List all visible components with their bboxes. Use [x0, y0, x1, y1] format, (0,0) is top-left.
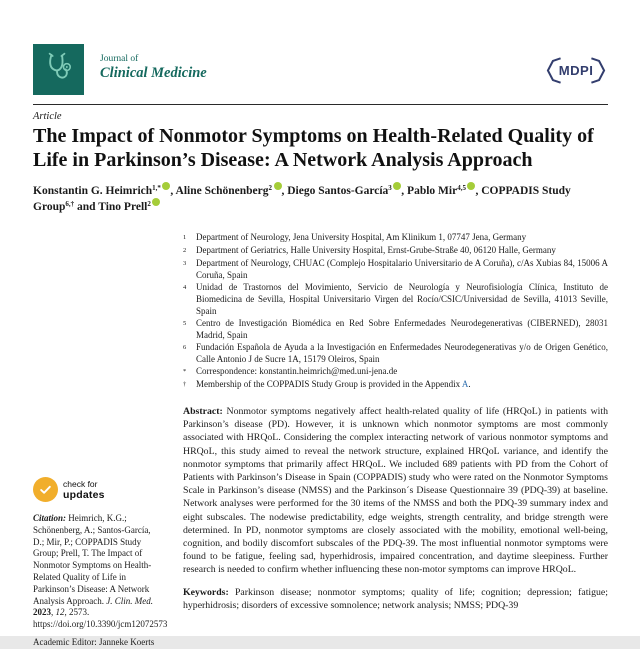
author: [287, 185, 407, 197]
affiliation-text: Department of Neurology, CHUAC (Complejo Hospitalario Universitario de A Coruña), c/As Xubias 84, 15006 A Coruña, Spain: [196, 258, 608, 280]
keywords-text: Parkinson disease; nonmotor symptoms; quality of life; cognition; depression; fatigue; hyperhidrosis; disorders of excessive somnolence; network analysis; NMSS; PDQ-39: [183, 586, 609, 611]
author: [33, 185, 176, 197]
check-circle-icon: [33, 477, 58, 502]
author-separator: ,: [281, 185, 288, 197]
citation-year: 2023: [33, 607, 51, 618]
author-name: Diego Santos-García: [287, 185, 389, 197]
affiliation-row: [183, 257, 608, 281]
affiliation-marker: 6: [183, 344, 187, 351]
affiliation-text: Department of Geriatrics, Halle University Hospital, Ernst-Grube-Straße 40, 06120 Halle, Germany: [196, 245, 556, 255]
correspondence-row: [183, 365, 608, 378]
affiliation-text: Department of Neurology, Jena University Hospital, Am Klinikum 1, 07747 Jena, Germany: [196, 232, 527, 242]
academic-editor: Academic Editor: Janneke Koerts: [33, 636, 155, 647]
affiliation-marker: *: [183, 368, 187, 375]
citation-text: Heimrich, K.G.; Schönenberg, A.; Santos-García, D.; Mir, P.; COPPADIS Study Group; Prell, T. The Impact of Nonmotor Symptoms on Health-Related Quality of Life in Parkinson’s Disease: A Network Analysis Approach.: [33, 513, 152, 606]
check-for-updates-badge[interactable]: [33, 477, 161, 502]
correspondence-email-link[interactable]: konstantin.heimrich@med.uni-jena.de: [259, 366, 398, 376]
check-for-label: check for: [63, 478, 98, 489]
author-superscript: 2: [268, 184, 272, 192]
journal-name-line2: Clinical Medicine: [100, 65, 207, 81]
author-superscript: 2: [147, 200, 151, 208]
author-superscript: 3: [388, 184, 392, 192]
author-separator: ,: [170, 185, 176, 197]
affiliation-text: Fundación Española de Ayuda a la Investigación en Enfermedades Neurodegenerativas y/o de Origen Genético, Calle Antonio J de Sucre 1A, 15179 Oleiros, Spain: [196, 342, 608, 364]
abstract: [183, 405, 608, 577]
author: [176, 185, 288, 197]
citation-journal: J. Clin. Med.: [106, 595, 153, 606]
affiliation-marker: 2: [183, 247, 187, 254]
citation-pages: , 2573.: [64, 607, 90, 618]
affiliation-row: [183, 231, 608, 244]
updates-label: updates: [63, 488, 105, 501]
author-superscript: 4,5: [457, 184, 466, 192]
doi-link[interactable]: https://doi.org/10.3390/jcm12072573: [33, 619, 168, 630]
author: [407, 185, 481, 197]
affiliation-marker: †: [183, 381, 187, 388]
keywords: [183, 586, 608, 612]
mdpi-logo: [544, 56, 608, 90]
author-name: Pablo Mir: [407, 185, 458, 197]
abstract-text: Nonmotor symptoms negatively affect health-related quality of life (HRQoL) in patients with Parkinson’s disease (PD). However, it is unknown which nonmotor symptoms are most commonly associated with HRQoL. Considering the complex interacting network of various nonmotor symptoms and HRQoL, this study aimed to reveal the network structure, explained HRQoL variance, and identify the nonmotor symptoms that primarily affect HRQoL. We included 689 patients with PD from the Cohort of Patients with Parkinson’s Disease in Spain (COPPADIS) study who were rated on the Nonmotor Symptoms Scale in Parkinson’s disease (NMSS) and the Parkinson´s Disease Questionnaire 39 (PDQ-39) at baseline. Network analyses were performed for the 30 items of the NMSS and both the PDQ-39 summary index and eight subscales. The nodewise predictability, edge weights, strength centrality, and bridge strength were determined. In PD, nonmotor symptoms are closely associated with the mobility, emotional well-being, cognition, and bodily discomfort subscales of the PDQ-39. The most influential nonmotor symptoms were found to be fatigue, feeling sad, hyperhidrosis, impaired concentration, and daytime sleepiness. Further research is needed to confirm whether influencing these non-motor symptoms can improve HRQoL.: [183, 406, 608, 576]
journal-name: [100, 54, 207, 82]
appendix-a-link[interactable]: A: [461, 379, 469, 389]
citation-volume: 12: [55, 607, 65, 618]
author: [98, 201, 160, 213]
page-title: The Impact of Nonmotor Symptoms on Health-Related Quality of Life in Parkinson’s Disease: A Network Analysis Approach: [33, 125, 594, 171]
affiliation-text: Unidad de Trastornos del Movimiento, Servicio de Neurología y Neurofisiología Clínica, Instituto de Biomedicina de Sevilla, Hospital Universitario Virgen del Rocío/CSIC/Universidad de Sevilla, 41013 Seville, Spain: [196, 282, 608, 316]
affiliation-marker: 1: [183, 234, 187, 241]
affiliation-marker: 5: [183, 320, 187, 327]
orcid-icon[interactable]: [274, 182, 282, 190]
author-superscript: 1,*: [152, 184, 161, 192]
membership-row: [183, 378, 608, 391]
journal-logo: [33, 44, 84, 95]
affiliation-row: [183, 317, 608, 341]
keywords-label: Keywords:: [183, 586, 229, 598]
author-name: Tino Prell: [98, 201, 148, 213]
check-for-updates-text: [63, 479, 105, 501]
mdpi-logo-text: MDPI: [558, 63, 594, 79]
citation-label: Citation:: [33, 513, 67, 523]
affiliation-row: [183, 341, 608, 365]
two-column-body: [33, 231, 608, 649]
author-separator: and: [74, 201, 99, 213]
author-superscript: 6,†: [65, 200, 75, 208]
membership-text: Membership of the COPPADIS Study Group is provided in the Appendix A.: [196, 379, 471, 389]
orcid-icon[interactable]: [152, 198, 160, 206]
affiliation-row: [183, 244, 608, 257]
header-divider: [33, 104, 608, 105]
correspondence-text: Correspondence: konstantin.heimrich@med.uni-jena.de: [196, 366, 398, 376]
main-column: [183, 231, 608, 649]
author-separator: ,: [475, 185, 482, 197]
affiliations-list: [183, 231, 608, 391]
author-name: COPPADIS Study Group: [33, 185, 571, 213]
article-type-label: Article: [33, 111, 62, 122]
affiliation-text: Centro de Investigación Biomédica en Red Sobre Enfermedades Neurodegenerativas (CIBERNED), 28031 Madrid, Spain: [196, 318, 608, 340]
author-list: [33, 182, 608, 214]
affiliation-row: [183, 281, 608, 317]
affiliation-marker: 3: [183, 260, 187, 267]
abstract-label: Abstract:: [183, 406, 223, 417]
author-separator: ,: [401, 185, 408, 197]
stethoscope-icon: [39, 47, 79, 92]
author-name: Aline Schönenberg: [175, 185, 269, 197]
affiliation-marker: 4: [183, 284, 187, 291]
author-name: Konstantin G. Heimrich: [33, 185, 153, 197]
left-sidebar: [33, 231, 168, 649]
page-header: [33, 44, 608, 95]
journal-name-line1: Journal of: [100, 54, 139, 64]
citation-block: Citation: Heimrich, K.G.; Schönenberg, A.; Santos-García, D.; Mir, P.; COPPADIS Study Group; Prell, T. The Impact of Nonmotor Symptoms on Health-Related Quality of Life in Parkinson’s Disease: A Network Analysis Approach. J. Clin. Med. 2023, 12, 2573. https://doi.org/10.3390/jcm12072573: [33, 513, 168, 630]
